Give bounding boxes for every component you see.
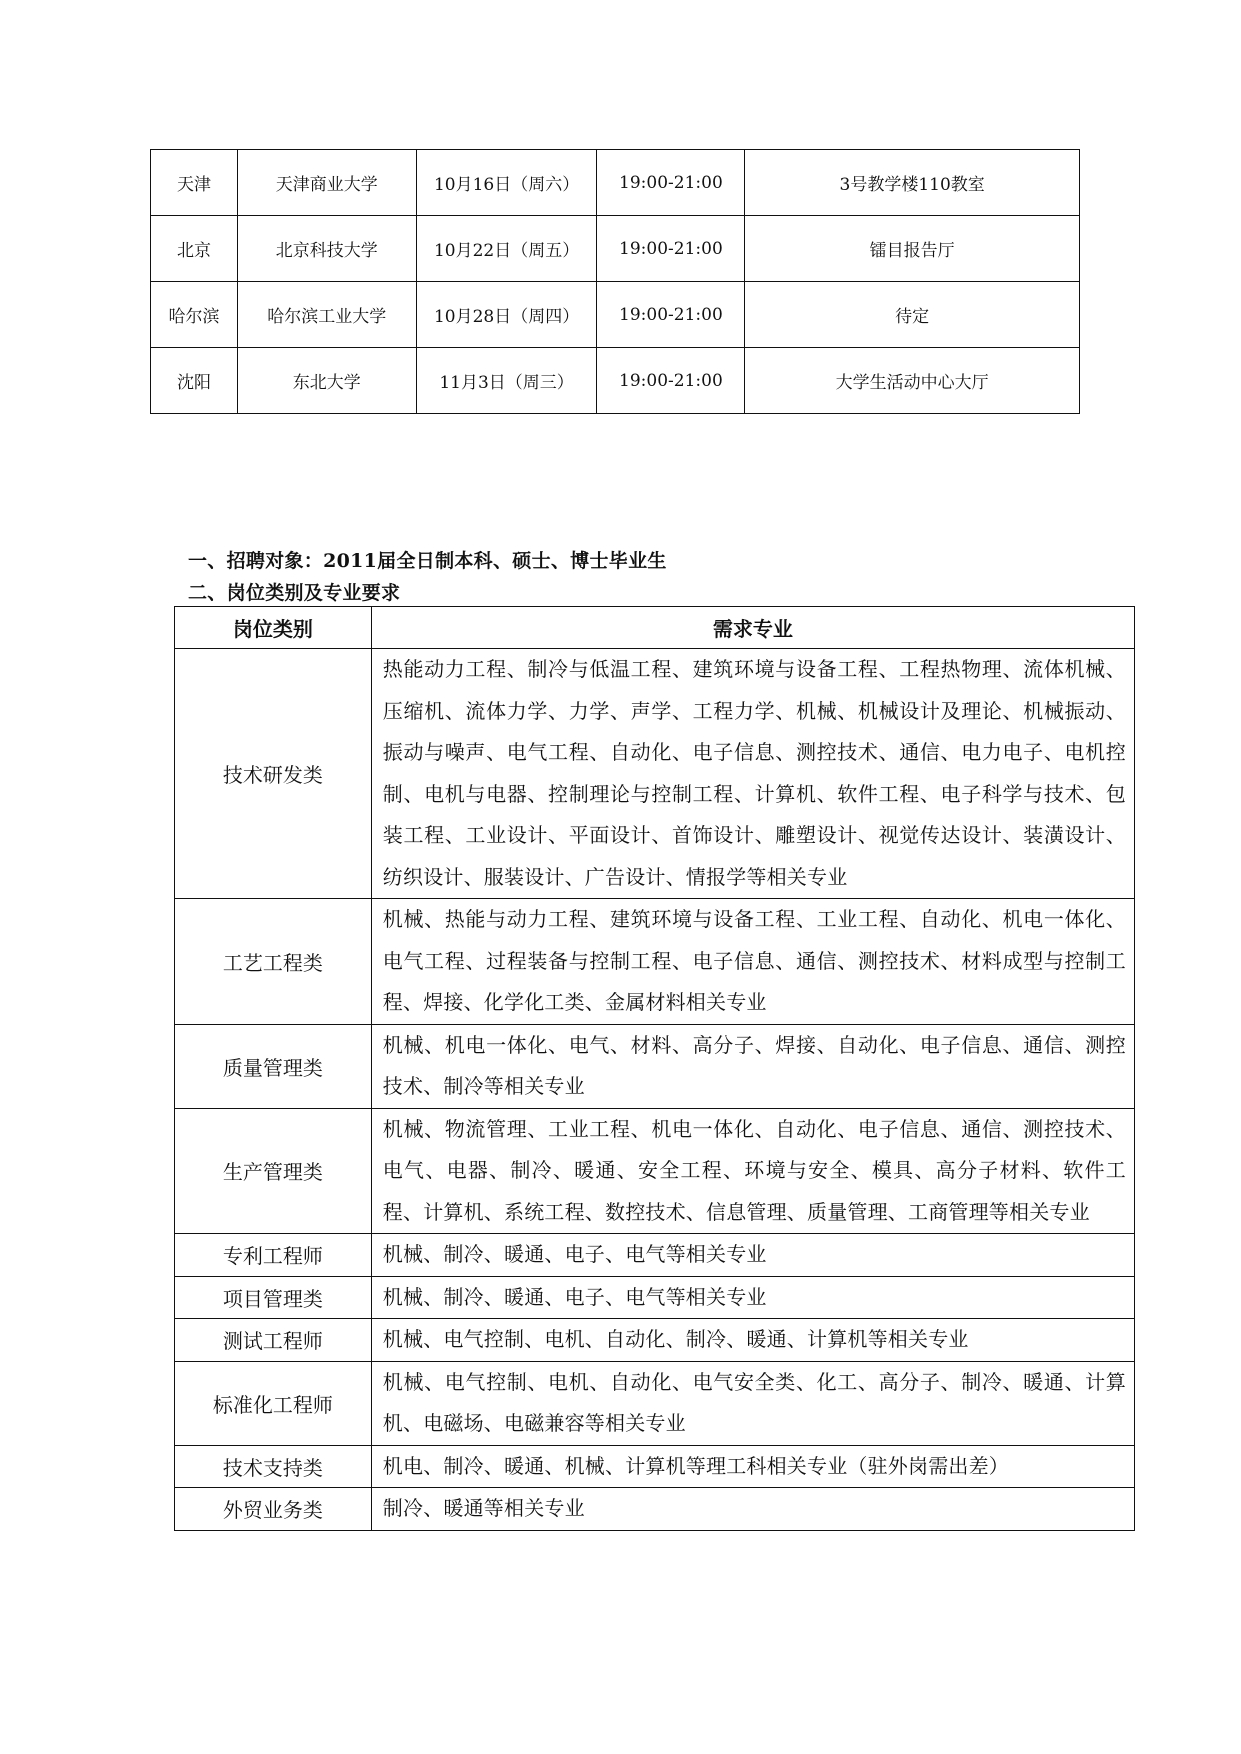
category-cell: 技术支持类 <box>175 1445 372 1488</box>
date-cell: 10月16日（周六） <box>416 150 597 216</box>
school-cell: 天津商业大学 <box>237 150 416 216</box>
section-heading-recruitment-target: 一、招聘对象：2011届全日制本科、硕士、博士毕业生 <box>188 550 667 572</box>
majors-cell: 机械、物流管理、工业工程、机电一体化、自动化、电子信息、通信、测控技术、电气、电器、制冷、暖通、安全工程、环境与安全、模具、高分子材料、软件工程、计算机、系统工程、数控技术、信息管理、质量管理、工商管理等相关专业 <box>371 1108 1134 1234</box>
date-cell: 11月3日（周三） <box>416 348 597 414</box>
school-cell: 北京科技大学 <box>237 216 416 282</box>
majors-cell: 机电、制冷、暖通、机械、计算机等理工科相关专业（驻外岗需出差） <box>371 1445 1134 1488</box>
table-row <box>151 150 1080 216</box>
time-cell: 19:00-21:00 <box>597 282 745 348</box>
table-row <box>175 1445 1135 1488</box>
majors-cell: 机械、电气控制、电机、自动化、电气安全类、化工、高分子、制冷、暖通、计算机、电磁场、电磁兼容等相关专业 <box>371 1361 1134 1445</box>
table-row <box>175 649 1135 899</box>
city-cell: 哈尔滨 <box>151 282 238 348</box>
table-row <box>151 348 1080 414</box>
majors-cell: 机械、热能与动力工程、建筑环境与设备工程、工业工程、自动化、机电一体化、电气工程、过程装备与控制工程、电子信息、通信、测控技术、材料成型与控制工程、焊接、化学化工类、金属材料相关专业 <box>371 899 1134 1025</box>
city-cell: 沈阳 <box>151 348 238 414</box>
city-cell: 天津 <box>151 150 238 216</box>
positions-table <box>174 606 1135 1531</box>
venue-cell: 镭目报告厅 <box>745 216 1080 282</box>
table-row <box>175 1234 1135 1277</box>
category-cell: 工艺工程类 <box>175 899 372 1025</box>
category-cell: 质量管理类 <box>175 1024 372 1108</box>
table-row <box>175 1319 1135 1362</box>
majors-cell: 机械、制冷、暖通、电子、电气等相关专业 <box>371 1276 1134 1319</box>
date-cell: 10月28日（周四） <box>416 282 597 348</box>
campus-talk-schedule-table <box>150 149 1080 414</box>
column-header-category: 岗位类别 <box>175 607 372 649</box>
table-row <box>175 899 1135 1025</box>
city-cell: 北京 <box>151 216 238 282</box>
table-header-row <box>175 607 1135 649</box>
table-row <box>175 1276 1135 1319</box>
table-row <box>175 1108 1135 1234</box>
time-cell: 19:00-21:00 <box>597 216 745 282</box>
category-cell: 外贸业务类 <box>175 1488 372 1531</box>
majors-cell: 机械、机电一体化、电气、材料、高分子、焊接、自动化、电子信息、通信、测控技术、制冷等相关专业 <box>371 1024 1134 1108</box>
school-cell: 东北大学 <box>237 348 416 414</box>
table-row <box>175 1488 1135 1531</box>
majors-cell: 机械、电气控制、电机、自动化、制冷、暖通、计算机等相关专业 <box>371 1319 1134 1362</box>
category-cell: 专利工程师 <box>175 1234 372 1277</box>
table-row <box>151 282 1080 348</box>
table-row <box>151 216 1080 282</box>
category-cell: 技术研发类 <box>175 649 372 899</box>
school-cell: 哈尔滨工业大学 <box>237 282 416 348</box>
time-cell: 19:00-21:00 <box>597 150 745 216</box>
majors-cell: 热能动力工程、制冷与低温工程、建筑环境与设备工程、工程热物理、流体机械、压缩机、流体力学、力学、声学、工程力学、机械、机械设计及理论、机械振动、振动与噪声、电气工程、自动化、电子信息、测控技术、通信、电力电子、电机控制、电机与电器、控制理论与控制工程、计算机、软件工程、电子科学与技术、包装工程、工业设计、平面设计、首饰设计、雕塑设计、视觉传达设计、装潢设计、纺织设计、服装设计、广告设计、情报学等相关专业 <box>371 649 1134 899</box>
majors-cell: 制冷、暖通等相关专业 <box>371 1488 1134 1531</box>
category-cell: 标准化工程师 <box>175 1361 372 1445</box>
date-cell: 10月22日（周五） <box>416 216 597 282</box>
category-cell: 项目管理类 <box>175 1276 372 1319</box>
column-header-majors: 需求专业 <box>371 607 1134 649</box>
venue-cell: 待定 <box>745 282 1080 348</box>
section-heading-positions: 二、岗位类别及专业要求 <box>188 582 401 604</box>
time-cell: 19:00-21:00 <box>597 348 745 414</box>
category-cell: 测试工程师 <box>175 1319 372 1362</box>
majors-cell: 机械、制冷、暖通、电子、电气等相关专业 <box>371 1234 1134 1277</box>
venue-cell: 大学生活动中心大厅 <box>745 348 1080 414</box>
table-row <box>175 1361 1135 1445</box>
table-row <box>175 1024 1135 1108</box>
category-cell: 生产管理类 <box>175 1108 372 1234</box>
venue-cell: 3号教学楼110教室 <box>745 150 1080 216</box>
